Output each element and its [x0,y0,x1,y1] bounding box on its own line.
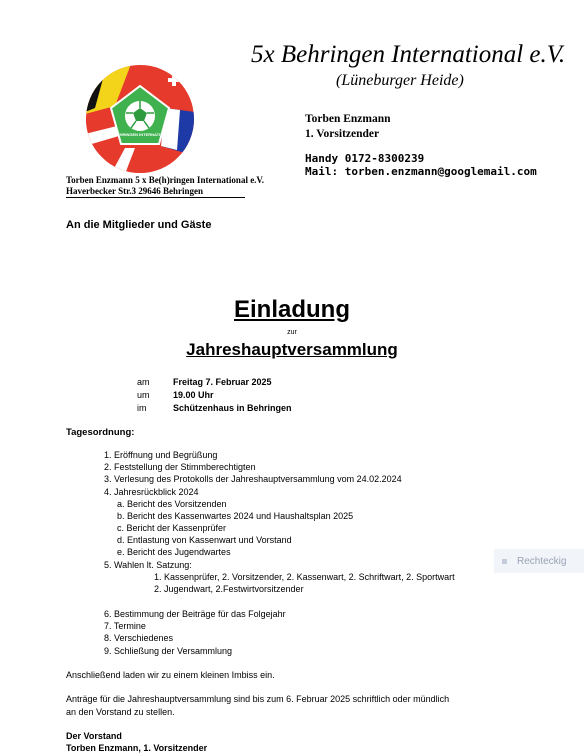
election-line: 2. Jugendwart, 2.Festwirtvorsitzender [154,584,304,594]
invitation-title: Einladung [234,296,350,323]
agenda-item: 4. Jahresrückblick 2024 [104,487,199,497]
email-address: Mail: torben.enzmann@googlemail.com [305,165,537,178]
date-value: Freitag 7. Februar 2025 [173,377,272,387]
motions-note: Anträge für die Jahreshauptversammlung sind bis zum 6. Februar 2025 schriftlich oder mündlich [66,694,450,704]
agenda-item: 7. Termine [104,621,146,631]
agenda-item: 3. Verlesung des Protokolls der Jahreshauptversammlung vom 24.02.2024 [104,474,402,484]
agenda-item: 8. Verschiedenes [104,633,174,643]
date-label: am [137,377,150,387]
shape-button-label: Rechteckig [517,555,567,567]
agenda-item: 9. Schließung der Versammlung [104,646,233,656]
signature: Torben Enzmann, 1. Vorsitzender [66,743,208,753]
agenda-heading: Tagesordnung: [66,427,135,438]
title-connector: zur [287,329,297,336]
agenda-subitem: c. Bericht der Kassenprüfer [117,523,227,533]
sender-address: Haverbecker Str.3 29646 Behringen [66,186,245,198]
agenda-subitem: e. Bericht des Jugendwartes [117,547,231,557]
motions-note-cont: an den Vorstand zu stellen. [66,707,175,717]
location-value: Schützenhaus in Behringen [173,403,292,413]
election-line: 1. Kassenprüfer, 2. Vorsitzender, 2. Kassenwart, 2. Schriftwart, 2. Sportwart [154,572,455,582]
shape-rectangular-button[interactable] [494,549,584,573]
snack-note: Anschließend laden wir zu einem kleinen Imbiss ein. [66,670,275,680]
agenda-subitem: d. Entlastung von Kassenwart und Vorstand [117,535,292,545]
time-value: 19.00 Uhr [173,390,214,400]
agenda-item: 1. Eröffnung und Begrüßung [104,450,218,460]
agenda-subitem: b. Bericht des Kassenwartes 2024 und Haushaltsplan 2025 [117,511,354,521]
agenda-item: 2. Feststellung der Stimmberechtigten [104,462,256,472]
org-title: 5x Behringen International e.V. [251,41,566,68]
location-label: im [137,403,147,413]
time-label: um [137,390,150,400]
meeting-title: Jahreshauptversammlung [186,340,398,359]
sender-line: Torben Enzmann 5 x Be(h)ringen International e.V. [66,175,265,185]
club-logo [85,64,195,174]
square-icon [502,559,507,564]
chairman-role: 1. Vorsitzender [305,128,380,140]
logo-text: 5x BEHRINGEN INTERNATIONAL [108,132,172,137]
agenda-item: 6. Bestimmung der Beiträge für das Folgejahr [104,609,286,619]
recipients-line: An die Mitglieder und Gäste [66,219,212,231]
agenda-item: 5. Wahlen lt. Satzung: [104,560,192,570]
board-label: Der Vorstand [66,731,122,741]
agenda-subitem: a. Bericht des Vorsitzenden [117,499,227,509]
contact-block [305,152,537,178]
chairman-name: Torben Enzmann [305,113,391,125]
org-region: (Lüneburger Heide) [336,72,464,89]
chairman-block [305,112,391,142]
phone-number: Handy 0172-8300239 [305,152,425,165]
